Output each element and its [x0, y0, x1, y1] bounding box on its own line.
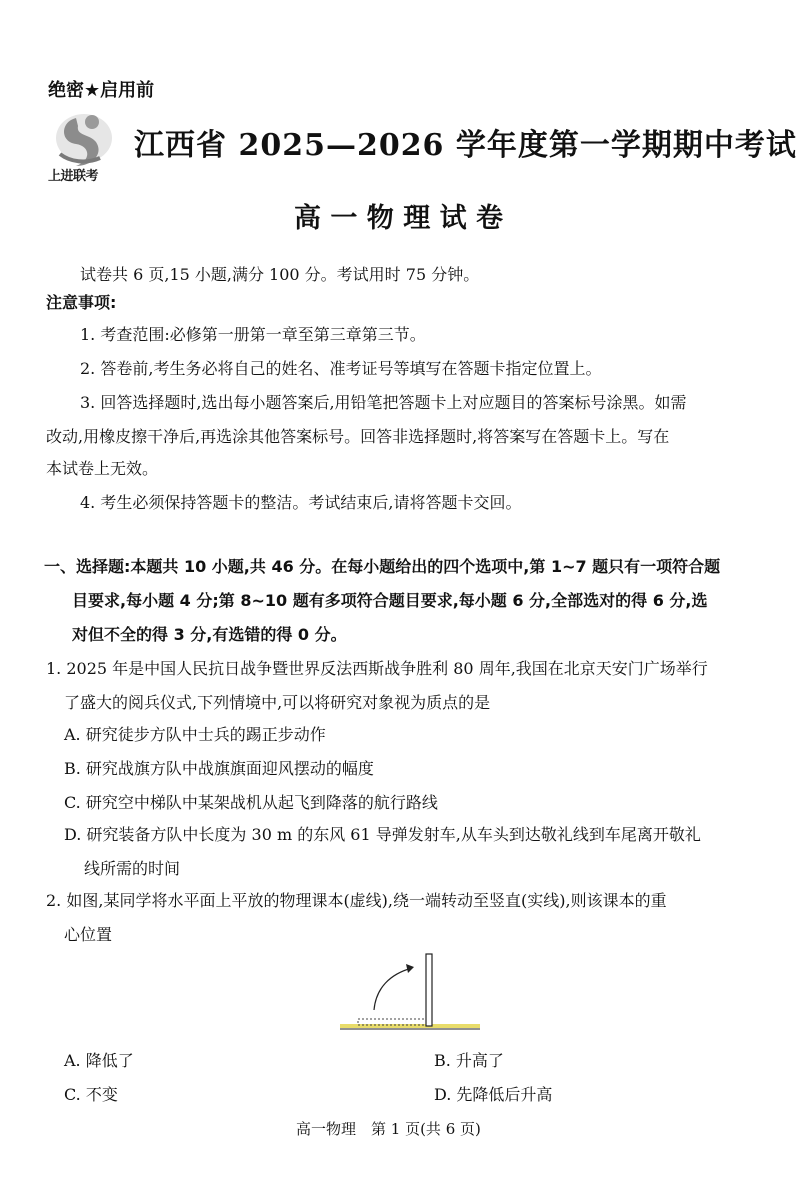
section-heading-continued: 对但不全的得 3 分,有选错的得 0 分。	[72, 625, 347, 644]
book-vertical-solid	[426, 954, 432, 1026]
notice-item: 4. 考生必须保持答题卡的整洁。考试结束后,请将答题卡交回。	[80, 493, 522, 512]
notice-item: 2. 答卷前,考生务必将自己的姓名、准考证号等填写在答题卡指定位置上。	[80, 359, 602, 378]
notice-item: 1. 考查范围:必修第一册第一章至第三章第三节。	[80, 325, 426, 344]
section-heading-continued: 目要求,每小题 4 分;第 8~10 题有多项符合题目要求,每小题 6 分,全部选对的得 6 分,选	[72, 591, 708, 610]
question-1-stem-continued: 了盛大的阅兵仪式,下列情境中,可以将研究对象视为质点的是	[64, 693, 491, 712]
question-1-stem: 1. 2025 年是中国人民抗日战争暨世界反法西斯战争胜利 80 周年,我国在北京天安门广场举行	[46, 659, 708, 678]
notice-item: 3. 回答选择题时,选出每小题答案后,用铅笔把答题卡上对应题目的答案标号涂黑。如需	[80, 393, 687, 412]
notice-item-continued: 本试卷上无效。	[46, 459, 159, 478]
book-rotation-figure	[330, 948, 490, 1038]
question-1-option-a: A. 研究徒步方队中士兵的踢正步动作	[64, 725, 326, 744]
confidentiality-mark: 绝密★启用前	[48, 80, 155, 101]
subject-title: 高 一 物 理 试 卷	[294, 203, 503, 234]
rotation-arrow	[374, 968, 412, 1010]
question-1-option-c: C. 研究空中梯队中某架战机从起飞到降落的航行路线	[64, 793, 438, 812]
question-2-stem-continued: 心位置	[64, 925, 113, 944]
page-footer: 高一物理 第 1 页(共 6 页)	[296, 1120, 481, 1138]
exam-summary: 试卷共 6 页,15 小题,满分 100 分。考试用时 75 分钟。	[80, 265, 480, 284]
question-2-option-a: A. 降低了	[64, 1051, 134, 1070]
question-1-option-d-continued: 线所需的时间	[84, 859, 181, 878]
notice-heading: 注意事项:	[46, 293, 117, 312]
question-2-option-b: B. 升高了	[434, 1051, 504, 1070]
arrow-head-icon	[406, 964, 414, 973]
section-heading: 一、选择题:本题共 10 小题,共 46 分。在每小题给出的四个选项中,第 1~7 题只有一项符合题	[44, 557, 721, 576]
notice-item-continued: 改动,用橡皮擦干净后,再选涂其他答案标号。回答非选择题时,将答案写在答题卡上。写在	[46, 427, 670, 446]
logo-text: 上进联考	[48, 169, 99, 184]
exam-title: 江西省 2025—2026 学年度第一学期期中考试	[134, 128, 797, 163]
question-1-option-d: D. 研究装备方队中长度为 30 m 的东风 61 导弹发射车,从车头到达敬礼线到车尾离开敬礼	[64, 825, 701, 844]
question-2-stem: 2. 如图,某同学将水平面上平放的物理课本(虚线),绕一端转动至竖直(实线),则该课本的重	[46, 891, 667, 910]
question-1-option-b: B. 研究战旗方队中战旗旗面迎风摆动的幅度	[64, 759, 374, 778]
question-2-option-c: C. 不变	[64, 1085, 118, 1104]
question-2-option-d: D. 先降低后升高	[434, 1085, 553, 1104]
